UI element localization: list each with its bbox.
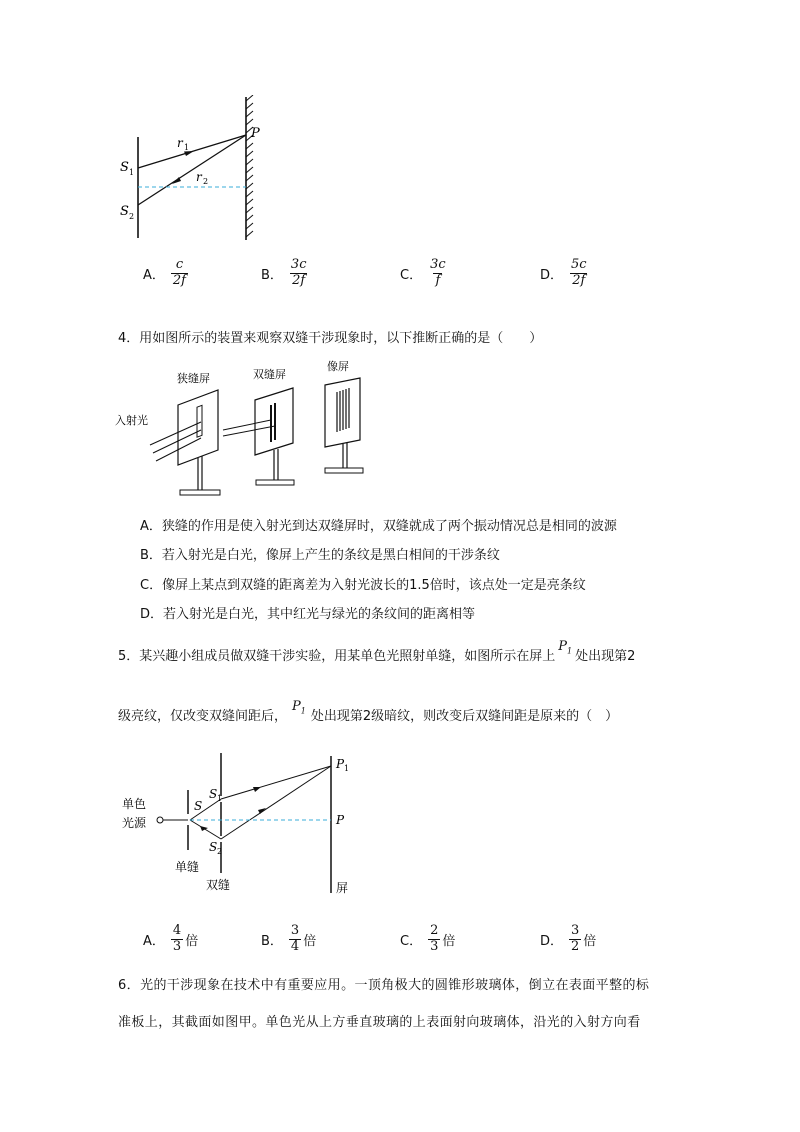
q5-option-c[interactable]: C． $\frac{2}{3}$ 倍 (400, 923, 456, 954)
q6-stem-line2: 准板上，其截面如图甲。单色光从上方垂直玻璃的上表面射向玻璃体，沿光的入射方向看 (118, 1015, 641, 1030)
q4-option-a[interactable]: A．狭缝的作用是使入射光到达双缝屏时，双缝就成了两个振动情况总是相同的波源 (140, 519, 617, 534)
svg-text:S: S (209, 787, 218, 801)
svg-text:像屏: 像屏 (327, 360, 349, 373)
svg-text:P: P (336, 813, 345, 827)
q4-option-d[interactable]: D．若入射光是白光，其中红光与绿光的条纹间的距离相等 (140, 607, 476, 622)
q5-option-a[interactable]: A． $\frac{4}{3}$ 倍 (143, 923, 199, 954)
q4-stem: 4．用如图所示的装置来观察双缝干涉现象时，以下推断正确的是（ ） (118, 331, 543, 346)
svg-text:入射光: 入射光 (115, 414, 148, 427)
svg-text:屏: 屏 (336, 881, 349, 895)
svg-text:双缝屏: 双缝屏 (253, 368, 286, 381)
svg-text:2: 2 (129, 212, 135, 221)
q6-stem-line1: 6．光的干涉现象在技术中有重要应用。一顶角极大的圆锥形玻璃体，倒立在表面平整的标 (118, 978, 650, 993)
double-slit-apparatus-figure (115, 350, 385, 500)
q3-option-a[interactable]: A． $\frac{c}{2f}$ (143, 257, 186, 288)
svg-text:S: S (194, 799, 203, 813)
young-double-slit-figure (118, 748, 368, 898)
q4-option-c[interactable]: C．像屏上某点到双缝的距离差为入射光波长的1.5倍时，该点处一定是亮条纹 (140, 578, 586, 593)
svg-text:2: 2 (203, 177, 209, 186)
svg-text:狭缝屏: 狭缝屏 (177, 372, 210, 385)
q5-stem-line1: 5．某兴趣小组成员做双缝干涉实验，用某单色光照射单缝，如图所示在屏上$P_1$ 处出现第2 (118, 639, 636, 664)
svg-text:2: 2 (217, 847, 223, 856)
svg-text:S: S (209, 840, 218, 854)
svg-text:r: r (177, 136, 183, 150)
svg-text:P: P (336, 757, 345, 771)
s1-label: S (120, 160, 129, 175)
q5-option-b[interactable]: B． $\frac{3}{4}$ 倍 (261, 923, 317, 954)
svg-text:光源: 光源 (122, 816, 147, 830)
q3-option-c[interactable]: C． $\frac{3c}{f}$ (400, 257, 446, 288)
q5-stem-line2: 级亮纹，仅改变双缝间距后，$P_1$ 处出现第2级暗纹，则改变后双缝间距是原来的（ ） (118, 699, 619, 724)
svg-text:r: r (196, 170, 202, 184)
svg-text:单缝: 单缝 (175, 860, 200, 874)
q4-option-b[interactable]: B．若入射光是白光，像屏上产生的条纹是黑白相间的干涉条纹 (140, 548, 500, 563)
svg-text:双缝: 双缝 (206, 878, 231, 892)
s2-label: S (120, 204, 129, 219)
q3-option-b[interactable]: B． $\frac{3c}{2f}$ (261, 257, 307, 288)
q5-option-d[interactable]: D． $\frac{3}{2}$ 倍 (540, 923, 597, 954)
svg-text:1: 1 (184, 143, 190, 152)
svg-text:1: 1 (129, 168, 135, 177)
svg-text:1: 1 (217, 794, 223, 803)
point-p-label: P (251, 126, 260, 141)
svg-text:单色: 单色 (122, 797, 147, 811)
q3-option-d[interactable]: D． $\frac{5c}{2f}$ (540, 257, 587, 288)
mirror-interference-figure (110, 95, 290, 245)
svg-text:1: 1 (344, 764, 350, 773)
